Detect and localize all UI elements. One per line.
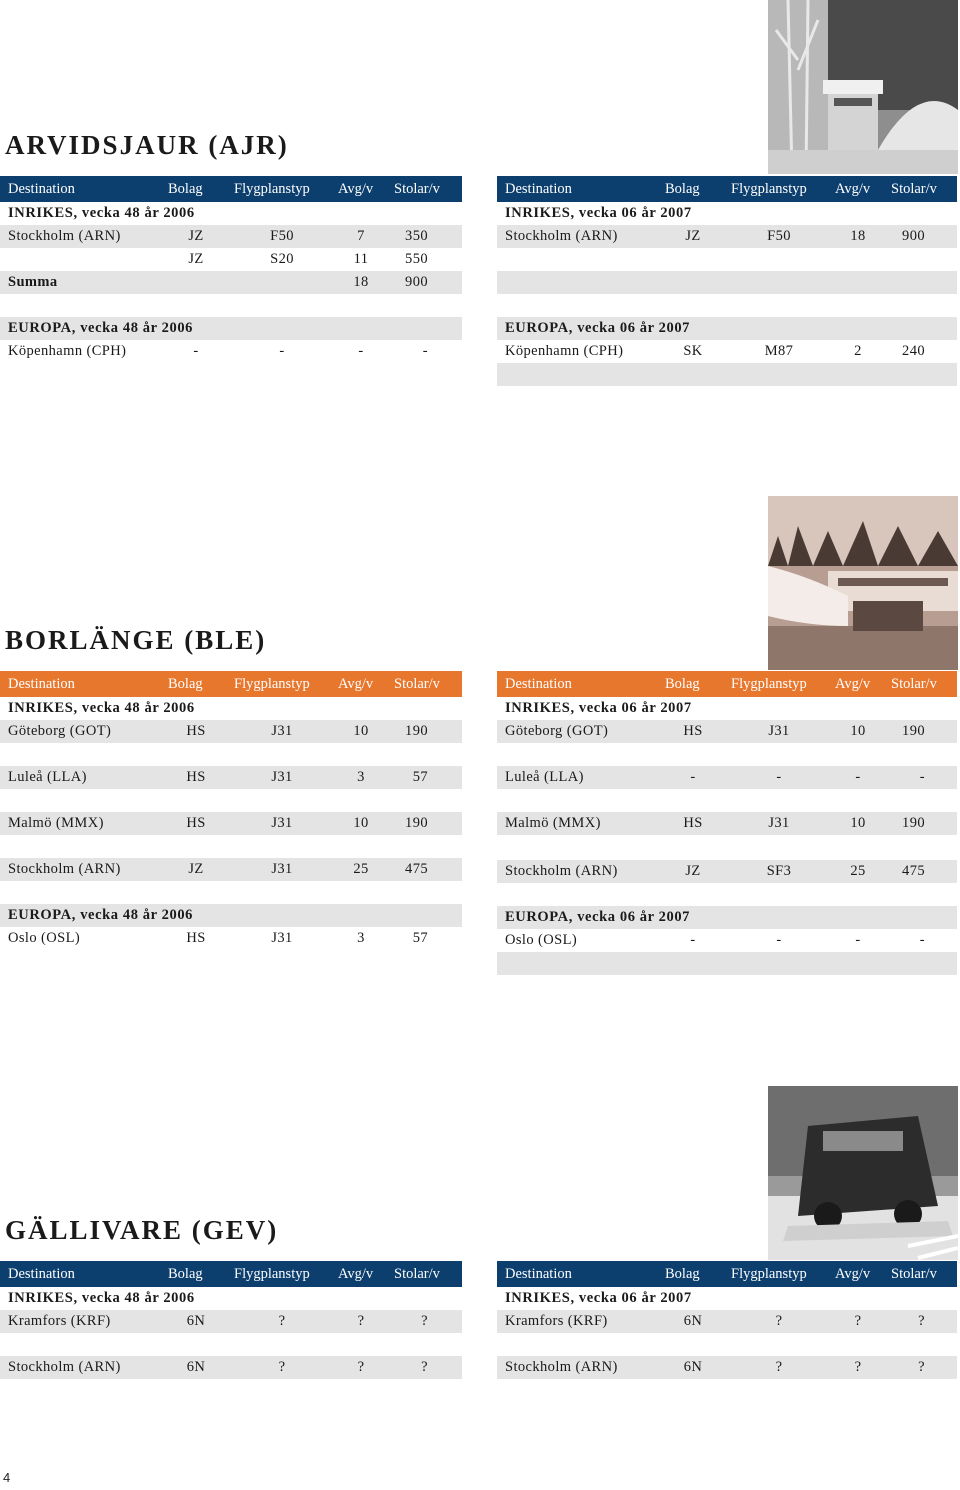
summary-row [0, 271, 462, 294]
table-cell: - [690, 769, 696, 785]
table-cell: JZ [685, 228, 701, 244]
table-cell: Köpenhamn (CPH) [505, 343, 624, 359]
table-cell: 57 [412, 769, 428, 785]
table-cell: HS [186, 723, 206, 739]
table-cell: JZ [188, 251, 204, 267]
table-cell: SF3 [766, 863, 792, 879]
table-cell: Bolag [665, 1265, 700, 1282]
table-cell: Oslo (OSL) [505, 932, 578, 948]
table-cell: Köpenhamn (CPH) [8, 343, 127, 359]
section-title: ARVIDSJAUR (AJR) [5, 130, 289, 160]
col-stolar: Stolar/v [394, 180, 440, 197]
table-cell: EUROPA, vecka 48 år 2006 [8, 320, 194, 336]
row-spacer [497, 835, 957, 860]
row-spacer [497, 294, 957, 317]
table-row [0, 1356, 462, 1379]
table-row [497, 340, 957, 363]
page-number: 4 [3, 1470, 11, 1485]
table-cell: ? [421, 1313, 428, 1329]
table-cell: Bolag [168, 1265, 203, 1282]
table-cell: 550 [405, 251, 428, 267]
table-cell: Summa [8, 274, 58, 290]
table-cell: ? [775, 1313, 783, 1329]
table-cell: J31 [271, 723, 293, 739]
table-cell: Stockholm (ARN) [8, 1359, 121, 1375]
row-spacer [497, 271, 957, 294]
table-row [497, 766, 957, 789]
row-spacer [497, 363, 957, 386]
table-row [0, 858, 462, 881]
table-cell: - [855, 932, 861, 948]
row-spacer [0, 835, 462, 858]
table-cell: - [776, 769, 782, 785]
table-cell: 25 [850, 863, 866, 879]
table-cell: Destination [505, 1265, 572, 1282]
table-cell: Avg/v [835, 180, 871, 197]
table-cell: Malmö (MMX) [505, 815, 601, 831]
table-cell: Stockholm (ARN) [8, 228, 121, 244]
table-cell: 190 [405, 815, 428, 831]
snow-plow-truck-photo [768, 1086, 958, 1260]
table-cell: HS [186, 769, 206, 785]
table-cell: F50 [767, 228, 791, 244]
table-cell: ? [278, 1359, 286, 1375]
table-cell: HS [683, 723, 703, 739]
table-cell: ? [775, 1359, 783, 1375]
table-cell: 7 [357, 228, 365, 244]
group-heading [497, 1287, 957, 1310]
table-cell: 190 [902, 723, 925, 739]
table-cell: Stolar/v [891, 180, 937, 197]
table-cell: ? [421, 1359, 428, 1375]
table-row [0, 927, 462, 950]
table-cell: 475 [405, 861, 428, 877]
table-cell: Flygplanstyp [234, 675, 310, 692]
table-cell: EUROPA, vecka 06 år 2007 [505, 320, 691, 336]
table-cell: M87 [764, 343, 794, 359]
table-header [497, 1261, 957, 1287]
table-cell: EUROPA, vecka 48 år 2006 [8, 907, 194, 923]
table-header [0, 1261, 462, 1287]
table-cell: J31 [271, 769, 293, 785]
table-cell: - [422, 343, 428, 359]
group-heading [497, 317, 957, 340]
table-cell: 3 [357, 930, 365, 946]
row-spacer [497, 248, 957, 271]
group-heading [0, 697, 462, 720]
table-cell: - [919, 769, 925, 785]
group-heading [497, 202, 957, 225]
table-row [497, 860, 957, 883]
table-cell: Flygplanstyp [234, 1265, 310, 1282]
table-header [0, 176, 462, 202]
table-cell: EUROPA, vecka 06 år 2007 [505, 909, 691, 925]
table-cell: 6N [683, 1359, 703, 1375]
table-row [497, 929, 957, 952]
airport-control-tower-winter-photo [768, 0, 958, 174]
table-cell: 350 [405, 228, 428, 244]
section-gallivare [0, 1086, 960, 1396]
table-cell: 6N [683, 1313, 703, 1329]
table-cell: 190 [405, 723, 428, 739]
group-heading [0, 904, 462, 927]
table-2006 [0, 671, 462, 950]
table-cell: Bolag [665, 675, 700, 692]
table-cell: JZ [188, 861, 204, 877]
table-cell: 2 [854, 343, 862, 359]
table-cell: ? [918, 1313, 925, 1329]
col-flygplanstyp: Flygplanstyp [234, 180, 310, 197]
row-spacer [0, 294, 462, 317]
table-2007 [497, 176, 957, 386]
table-row [0, 248, 462, 271]
table-cell: Stolar/v [891, 1265, 937, 1282]
table-cell: - [919, 932, 925, 948]
col-avg: Avg/v [338, 180, 374, 197]
table-cell: INRIKES, vecka 48 år 2006 [8, 1290, 195, 1306]
table-cell: Avg/v [835, 1265, 871, 1282]
group-heading [497, 697, 957, 720]
table-cell: Bolag [665, 180, 700, 197]
table-cell: - [358, 343, 364, 359]
table-cell: INRIKES, vecka 06 år 2007 [505, 205, 692, 221]
group-heading [0, 317, 462, 340]
table-cell: INRIKES, vecka 06 år 2007 [505, 700, 692, 716]
table-cell: Oslo (OSL) [8, 930, 81, 946]
table-cell: Destination [8, 1265, 75, 1282]
table-cell: ? [278, 1313, 286, 1329]
table-cell: 475 [902, 863, 925, 879]
table-cell: Stockholm (ARN) [505, 1359, 618, 1375]
table-row [0, 1310, 462, 1333]
table-cell: 18 [850, 228, 866, 244]
table-cell: INRIKES, vecka 06 år 2007 [505, 1290, 692, 1306]
table-cell: Avg/v [338, 675, 374, 692]
table-row [0, 766, 462, 789]
table-cell: F50 [270, 228, 294, 244]
table-cell: Avg/v [835, 675, 871, 692]
table-cell: 10 [850, 723, 866, 739]
row-spacer [0, 789, 462, 812]
table-cell: Luleå (LLA) [8, 769, 87, 785]
table-cell: ? [918, 1359, 925, 1375]
row-spacer [0, 881, 462, 904]
table-cell: - [193, 343, 199, 359]
table-cell: ? [357, 1359, 365, 1375]
table-cell: JZ [685, 863, 701, 879]
row-spacer [497, 1333, 957, 1356]
table-header [497, 176, 957, 202]
table-row [497, 225, 957, 248]
table-cell: Kramfors (KRF) [8, 1313, 111, 1329]
table-2006 [0, 176, 462, 363]
row-spacer [0, 1333, 462, 1356]
table-cell: - [279, 343, 285, 359]
table-cell: Avg/v [338, 1265, 374, 1282]
table-cell: 25 [353, 861, 369, 877]
section-arvidsjaur [0, 0, 960, 420]
table-cell: Kramfors (KRF) [505, 1313, 608, 1329]
table-cell: 10 [850, 815, 866, 831]
table-row [497, 720, 957, 743]
col-bolag: Bolag [168, 180, 203, 197]
table-cell: J31 [271, 861, 293, 877]
table-row [497, 1356, 957, 1379]
table-row [0, 340, 462, 363]
table-row [0, 720, 462, 743]
table-cell: Malmö (MMX) [8, 815, 104, 831]
group-heading [0, 1287, 462, 1310]
table-cell: - [855, 769, 861, 785]
row-spacer [497, 952, 957, 975]
table-cell: 10 [353, 815, 369, 831]
table-row [0, 225, 462, 248]
table-header [0, 671, 462, 697]
table-cell: 6N [186, 1359, 206, 1375]
table-cell: HS [186, 930, 206, 946]
table-cell: HS [683, 815, 703, 831]
table-cell: Flygplanstyp [731, 180, 807, 197]
table-cell: Bolag [168, 675, 203, 692]
row-spacer [497, 743, 957, 766]
table-cell: Stockholm (ARN) [505, 228, 618, 244]
table-cell: Stolar/v [394, 675, 440, 692]
table-cell: Göteborg (GOT) [8, 723, 112, 739]
table-cell: 240 [902, 343, 925, 359]
table-cell: ? [357, 1313, 365, 1329]
table-cell: 900 [902, 228, 925, 244]
table-cell: Göteborg (GOT) [505, 723, 609, 739]
table-cell: INRIKES, vecka 48 år 2006 [8, 700, 195, 716]
col-destination: Destination [8, 180, 75, 197]
table-cell: J31 [271, 815, 293, 831]
section-title: BORLÄNGE (BLE) [5, 625, 267, 655]
section-borlange [0, 496, 960, 986]
table-2007 [497, 671, 957, 975]
table-cell: - [776, 932, 782, 948]
table-cell: SK [683, 343, 703, 359]
row-spacer [497, 789, 957, 812]
table-cell: Flygplanstyp [731, 675, 807, 692]
table-cell: Flygplanstyp [731, 1265, 807, 1282]
table-cell: 18 [353, 274, 369, 290]
table-row [497, 1310, 957, 1333]
table-row [497, 812, 957, 835]
table-cell: 190 [902, 815, 925, 831]
table-cell: ? [854, 1313, 862, 1329]
airport-terminal-aircraft-photo [768, 496, 958, 670]
table-cell: Stockholm (ARN) [505, 863, 618, 879]
table-header [497, 671, 957, 697]
table-cell: HS [186, 815, 206, 831]
table-cell: - [690, 932, 696, 948]
table-cell: 900 [405, 274, 428, 290]
table-cell: 11 [353, 251, 369, 267]
table-cell: INRIKES, vecka 48 år 2006 [8, 205, 195, 221]
table-cell: 57 [412, 930, 428, 946]
table-cell: Luleå (LLA) [505, 769, 584, 785]
table-cell: Destination [505, 180, 572, 197]
row-spacer [0, 743, 462, 766]
group-heading [0, 202, 462, 225]
table-cell: S20 [270, 251, 294, 267]
table-cell: Stolar/v [394, 1265, 440, 1282]
table-cell: JZ [188, 228, 204, 244]
section-title: GÄLLIVARE (GEV) [5, 1215, 279, 1245]
table-cell: Destination [8, 675, 75, 692]
table-cell: 10 [353, 723, 369, 739]
table-cell: J31 [768, 723, 790, 739]
table-cell: Destination [505, 675, 572, 692]
table-cell: Stolar/v [891, 675, 937, 692]
table-2007 [497, 1261, 957, 1379]
table-2006 [0, 1261, 462, 1379]
table-row [0, 812, 462, 835]
table-cell: 6N [186, 1313, 206, 1329]
table-cell: Stockholm (ARN) [8, 861, 121, 877]
table-cell: J31 [271, 930, 293, 946]
table-cell: J31 [768, 815, 790, 831]
table-cell: ? [854, 1359, 862, 1375]
table-cell: 3 [357, 769, 365, 785]
group-heading [497, 906, 957, 929]
row-spacer [497, 883, 957, 906]
